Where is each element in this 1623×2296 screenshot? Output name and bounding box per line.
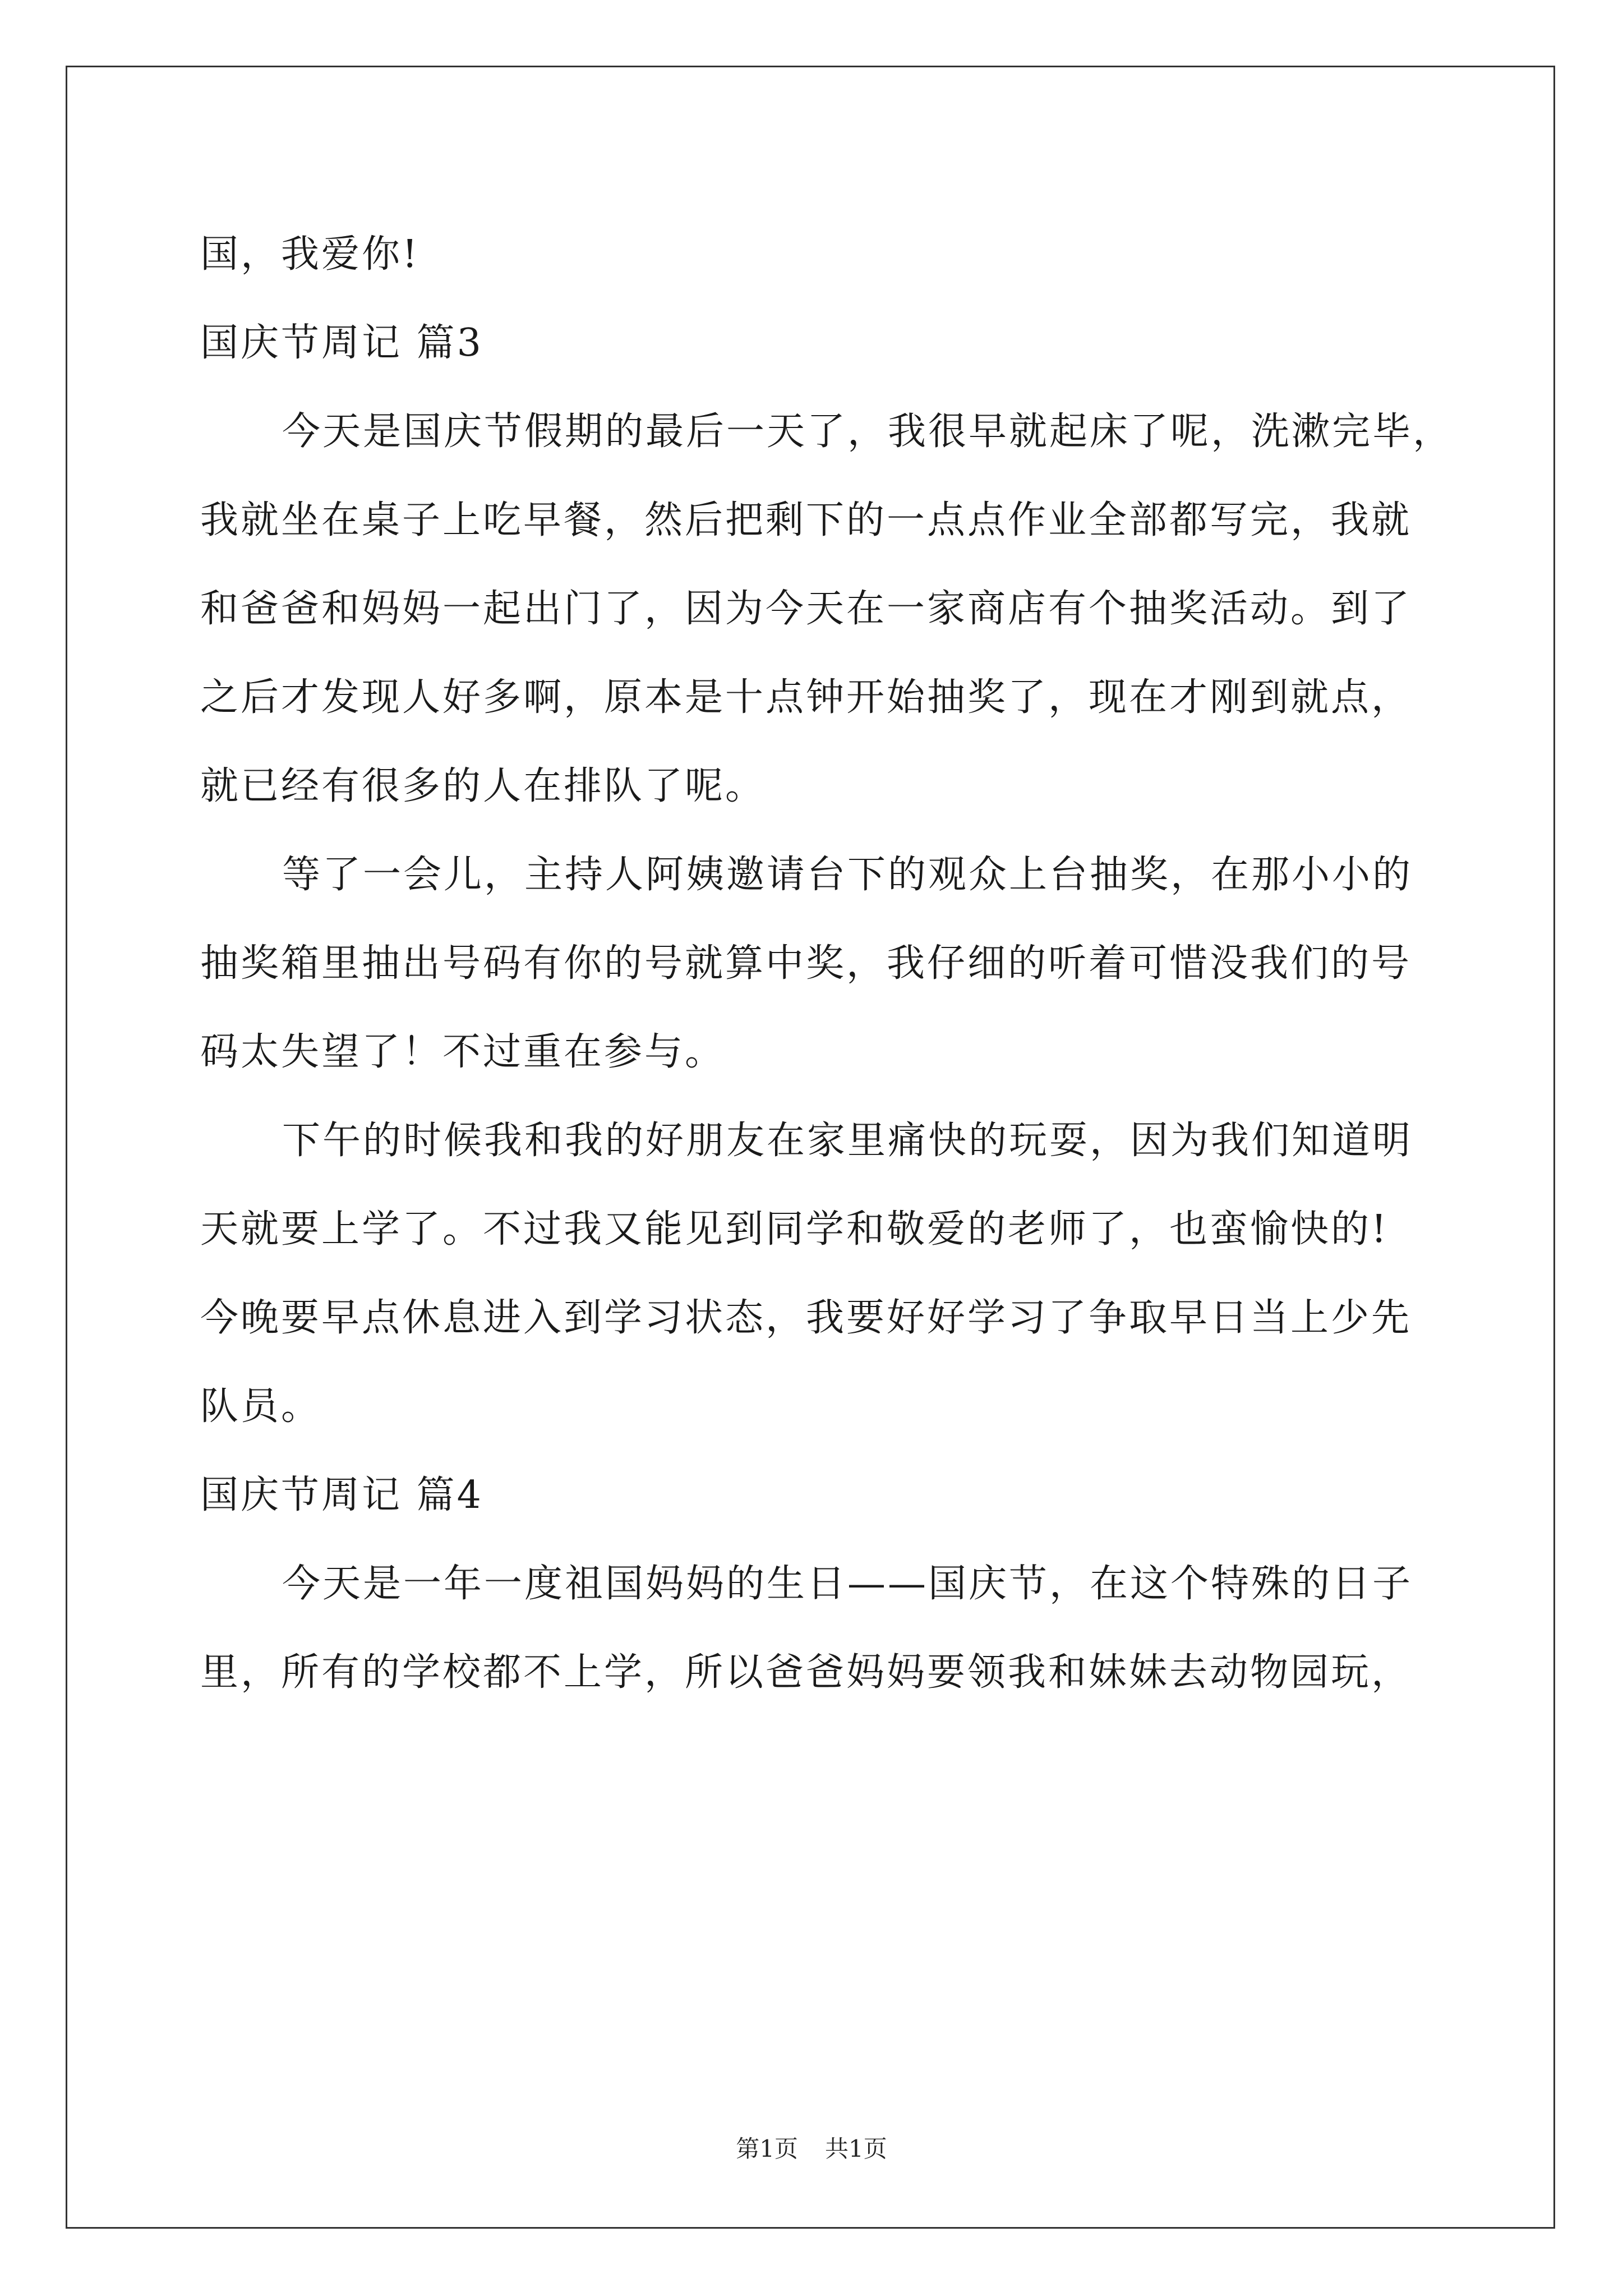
page-number-total: 共1页 [825,2135,887,2162]
text-line: 里，所有的学校都不上学，所以爸爸妈妈要领我和妹妹去动物园玩， [200,1650,1412,1695]
text-line: 队员。 [200,1384,322,1429]
section-heading: 国庆节周记 篇3 [200,321,483,365]
text-line: 国，我爱你! [200,232,420,277]
paragraph-first-line: 今天是一年一度祖国妈妈的生日——国庆节，在这个特殊的日子 [282,1562,1413,1606]
text-line: 码太失望了！不过重在参与。 [200,1030,726,1074]
text-line: 之后才发现人好多啊，原本是十点钟开始抽奖了，现在才刚到就点， [200,675,1412,720]
section-heading: 国庆节周记 篇4 [200,1473,483,1517]
text-line: 天就要上学了。不过我又能见到同学和敬爱的老师了，也蛮愉快的! [200,1207,1389,1251]
text-line: 今晚要早点休息进入到学习状态，我要好好学习了争取早日当上少先 [200,1296,1412,1340]
text-line: 就已经有很多的人在排队了呢。 [200,764,766,808]
paragraph-first-line: 下午的时候我和我的好朋友在家里痛快的玩耍，因为我们知道明 [282,1119,1413,1163]
document-body [200,210,1454,1717]
page-footer [0,2131,1623,2164]
page-number-current: 第1页 [736,2135,798,2162]
text-line: 我就坐在桌子上吃早餐，然后把剩下的一点点作业全部都写完，我就 [200,498,1412,542]
paragraph-first-line: 今天是国庆节假期的最后一天了，我很早就起床了呢，洗漱完毕， [282,409,1454,454]
text-line: 抽奖箱里抽出号码有你的号就算中奖，我仔细的听着可惜没我们的号 [200,941,1412,986]
text-line: 和爸爸和妈妈一起出门了，因为今天在一家商店有个抽奖活动。到了 [200,587,1412,631]
paragraph-first-line: 等了一会儿，主持人阿姨邀请台下的观众上台抽奖，在那小小的 [282,853,1413,897]
